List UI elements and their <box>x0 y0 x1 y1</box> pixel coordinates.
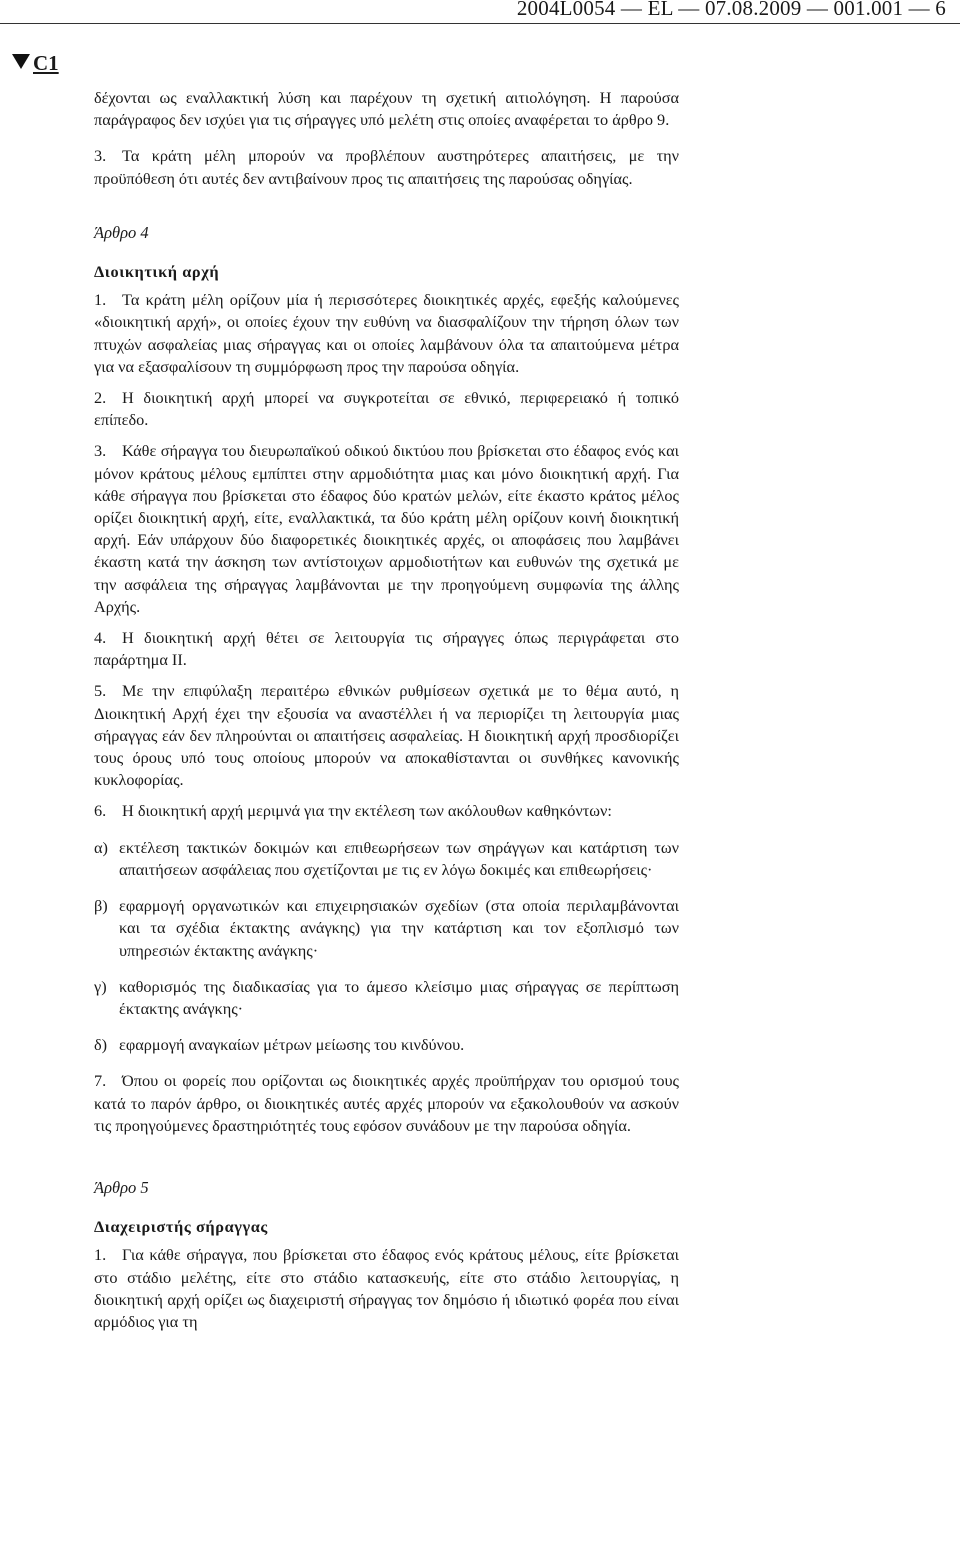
article-4-paragraph-3 <box>94 440 679 618</box>
paragraph-text: Η διοικητική αρχή μεριμνά για την εκτέλεση των ακόλουθων καθηκόντων: <box>122 801 612 821</box>
article-4-paragraph-7 <box>94 1070 679 1137</box>
triangle-down-icon <box>12 54 30 69</box>
list-item-c <box>94 976 679 1020</box>
paragraph-text: Με την επιφύλαξη περαιτέρω εθνικών ρυθμίσεων σχετικά με το θέμα αυτό, η Διοικητική Αρχή έχει την εξουσία να αναστέλλει ή να περιορίζει τη λειτουργία μιας σήραγγας εάν δεν πληρούνται οι απαιτήσεις ασφαλείας. Η διοικητική αρχή προσδιορίζει τους όρους υπό τους οποίους μπορούν να αποκαθίστανται οι συνθήκες κανονικής κυκλοφορίας. <box>94 681 679 790</box>
article-4-paragraph-5 <box>94 680 679 791</box>
article-5-paragraph-1 <box>94 1244 679 1333</box>
document-reference: 2004L0054 — EL — 07.08.2009 — 001.001 — 6 <box>516 0 946 20</box>
paragraph-text: Κάθε σήραγγα του διευρωπαϊκού οδικού δικτύου που βρίσκεται στο έδαφος ενός και μόνον κράτους μέλους εμπίπτει στην αρμοδιότητα μιας και μόνο διοικητική αρχή. Για κάθε σήραγγα που βρίσκεται στο έδαφος δύο κρατών μελών, είτε έκαστο κράτος μέλος ορίζει διοικητική αρχή, είτε, εναλλακτικά, τα δύο κράτη μέλη ορίζουν κοινή διοικητική αρχή. Εάν υπάρχουν δύο διαφορετικές διοικητικές αρχές, οι αποφάσεις που λαμβάνει έκαστη κατά την άσκηση των αντίστοιχων αρμοδιοτήτων και ευθυνών της σχετικά με την ασφάλεια της σήραγγας λαμβάνονται με την προηγούμενη συμφωνία της άλλης Αρχής. <box>94 441 679 616</box>
paragraph-text: Όπου οι φορείς που ορίζονται ως διοικητικές αρχές προϋπήρχαν του ορισμού τους κατά το παρόν άρθρο, οι διοικητικές αυτές αρχές μπορούν να εξακολουθούν να ασκούν τις προηγούμενες δραστηριότητές τους εφόσον συνάδουν με την παρούσα οδηγία. <box>94 1071 679 1135</box>
article-4-paragraph-2 <box>94 387 679 431</box>
paragraph-number: 3. <box>94 146 107 166</box>
list-item-d <box>94 1034 679 1056</box>
list-item-text: εφαρμογή οργανωτικών και επιχειρησιακών σχεδίων (στα οποία περιλαμβάνονται και τα σχέδια έκτακτης ανάγκης) για την κατάρτιση και τον εξοπλισμό των υπηρεσιών έκτακτης ανάγκης· <box>119 896 679 960</box>
list-item-label: γ) <box>94 976 107 996</box>
article-4-paragraph-4 <box>94 627 679 671</box>
list-item-text: εκτέλεση τακτικών δοκιμών και επιθεωρήσεων των σηράγγων και κατάρτιση των απαιτήσεων ασφάλειας που σχετίζονται με τις εν λόγω δοκιμές και επιθεωρήσεις· <box>119 837 679 879</box>
list-item-b <box>94 895 679 962</box>
paragraph-text: Η διοικητική αρχή θέτει σε λειτουργία τις σήραγγες όπως περιγράφεται στο παράρτημα ΙΙ. <box>94 628 679 670</box>
list-item-text: καθορισμός της διαδικασίας για το άμεσο κλείσιμο μιας σήραγγας σε περίπτωση έκτακτης ανάγκης· <box>119 976 679 1018</box>
list-item-label: δ) <box>94 1035 108 1055</box>
paragraph-text: Η διοικητική αρχή μπορεί να συγκροτείται σε εθνικό, περιφερειακό ή τοπικό επίπεδο. <box>94 388 679 430</box>
article-4-paragraph-6 <box>94 800 679 822</box>
article-5-title: Διαχειριστής σήραγγας <box>94 1217 268 1237</box>
article-5-heading: Άρθρο 5 <box>94 1177 149 1197</box>
paragraph-number: 1. <box>94 290 107 310</box>
marker-label: C1 <box>33 51 59 75</box>
paragraph-number: 4. <box>94 628 107 648</box>
paragraph-intro: δέχονται ως εναλλακτική λύση και παρέχουν τη σχετική αιτιολόγηση. Η παρούσα παράγραφος δεν ισχύει για τις σήραγγες υπό μελέτη στις οποίες αναφέρεται το άρθρο 9. <box>94 88 679 130</box>
paragraph-number: 2. <box>94 388 107 408</box>
list-item-a <box>94 837 679 881</box>
document-header <box>0 0 960 24</box>
corrigendum-marker <box>12 51 59 76</box>
article-4-heading: Άρθρο 4 <box>94 222 149 242</box>
article-4-paragraph-1 <box>94 289 679 378</box>
paragraph-number: 6. <box>94 801 107 821</box>
paragraph-number: 3. <box>94 441 107 461</box>
paragraph-number: 5. <box>94 681 107 701</box>
paragraph-text: Για κάθε σήραγγα, που βρίσκεται στο έδαφος ενός κράτους μέλους, είτε βρίσκεται στο στάδιο μελέτης, είτε στο στάδιο κατασκευής, είτε στο στάδιο λειτουργίας, η διοικητική αρχή ορίζει ως διαχειριστή σήραγγας τον δημόσιο ή ιδιωτικό φορέα που είναι αρμόδιος για τη <box>94 1245 679 1331</box>
paragraph-number: 7. <box>94 1071 107 1091</box>
paragraph-number: 1. <box>94 1245 107 1265</box>
paragraph-3 <box>94 145 679 189</box>
article-4-title: Διοικητική αρχή <box>94 262 220 282</box>
paragraph-text: Τα κράτη μέλη ορίζουν μία ή περισσότερες διοικητικές αρχές, εφεξής καλούμενες «διοικητική αρχή», οι οποίες έχουν την ευθύνη να διασφαλίζουν την τήρηση όλων των πτυχών ασφαλείας μιας σήραγγας και οι οποίες λαμβάνουν όλα τα απαιτούμενα μέτρα για να εξασφαλίσουν τη συμμόρφωση προς την παρούσα οδηγία. <box>94 290 679 376</box>
list-item-text: εφαρμογή αναγκαίων μέτρων μείωσης του κινδύνου. <box>119 1035 465 1055</box>
document-body <box>94 87 679 1333</box>
paragraph-text: Τα κράτη μέλη μπορούν να προβλέπουν αυστηρότερες απαιτήσεις, με την προϋπόθεση ότι αυτές δεν αντιβαίνουν προς τις απαιτήσεις της παρούσας οδηγίας. <box>94 146 679 188</box>
list-item-label: β) <box>94 896 108 916</box>
list-item-label: α) <box>94 837 108 857</box>
